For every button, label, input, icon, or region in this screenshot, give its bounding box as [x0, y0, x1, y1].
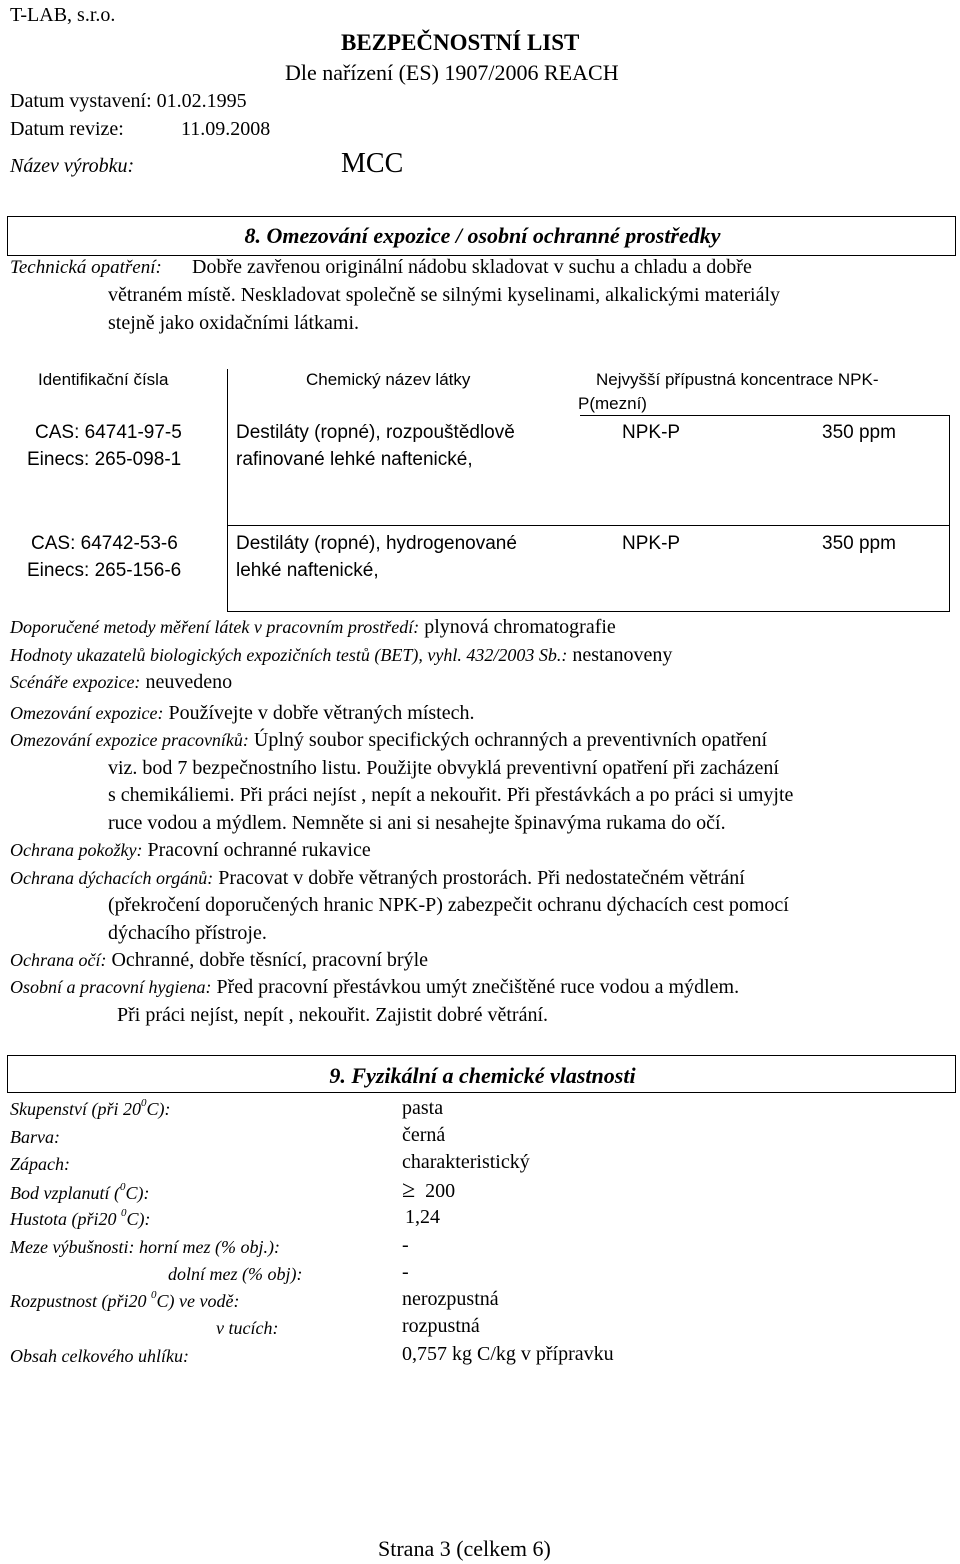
- column-header-ids: Identifikační čísla: [38, 370, 169, 389]
- eye-protection-value: Ochranné, dobře těsnící, pracovní brýle: [111, 949, 429, 971]
- column-header-limit-line-2: P(mezní): [578, 394, 647, 413]
- density-value: 1,24: [405, 1206, 440, 1228]
- exposure-control: [10, 702, 474, 725]
- worker-exposure-line-1: Úplný soubor specifických ochranných a preventivních opatření: [253, 729, 768, 751]
- personal-hygiene-label: Osobní a pracovní hygiena:: [10, 977, 212, 997]
- explosion-lower-label: dolní mez (% obj):: [168, 1264, 303, 1284]
- worker-exposure-control: [10, 729, 767, 752]
- measurement-methods-label: Doporučené metody měření látek v pracovním prostředí:: [10, 617, 420, 637]
- technical-measures-line-2: větraném místě. Neskladovat společně se silnými kyselinami, alkalickými materiály: [108, 284, 781, 306]
- column-header-limit-line-1: Nejvyšší přípustná koncentrace NPK-: [596, 370, 879, 389]
- section-8-title-box: [7, 216, 956, 256]
- revision-label: Datum revize:: [10, 118, 124, 140]
- personal-hygiene-line-2: Při práci nejíst, nepít , nekouřit. Zajistit dobré větrání.: [117, 1004, 549, 1026]
- worker-exposure-label: Omezování expozice pracovníků:: [10, 730, 249, 750]
- exposure-scenarios-value: neuvedeno: [145, 671, 233, 693]
- chemical-name-line-2: lehké naftenické,: [236, 560, 379, 581]
- solubility-fat-value: rozpustná: [402, 1315, 480, 1337]
- flash-point-value: ≥ 200: [402, 1177, 456, 1203]
- product-label: Název výrobku:: [10, 155, 135, 177]
- section-8-title: 8. Omezování expozice / osobní ochranné prostředky: [244, 223, 721, 248]
- cas-number: CAS: 64741-97-5: [35, 422, 182, 443]
- respiratory-protection-line-2: (překročení doporučených hranic NPK-P) zabezpečit ochranu dýchacích cest pomocí: [108, 894, 789, 916]
- explosion-lower-value: -: [402, 1261, 409, 1283]
- worker-exposure-line-3: s chemikáliemi. Při práci nejíst , nepít a nekouřit. Při přestávkách a po práci si umyjte: [108, 784, 794, 806]
- flash-point-label: Bod vzplanutí ($^0$C):: [10, 1181, 150, 1203]
- explosion-upper-value: -: [402, 1234, 409, 1256]
- cas-number: CAS: 64742-53-6: [31, 533, 178, 554]
- personal-hygiene-line-1: Před pracovní přestávkou umýt znečištěné ruce vodou a mýdlem.: [216, 976, 740, 998]
- carbon-content-value: 0,757 kg C/kg v přípravku: [402, 1343, 614, 1365]
- technical-measures-label: Technická opatření:: [10, 257, 162, 278]
- worker-exposure-line-4: ruce vodou a mýdlem. Nemněte si ani si nesahejte špinavýma rukama do očí.: [108, 812, 726, 834]
- respiratory-protection-label: Ochrana dýchacích orgánů:: [10, 868, 214, 888]
- skin-protection-label: Ochrana pokožky:: [10, 840, 143, 860]
- chemical-name-line-2: rafinované lehké naftenické,: [236, 449, 473, 470]
- carbon-content-label: Obsah celkového uhlíku:: [10, 1346, 189, 1366]
- limit-type: NPK-P: [622, 422, 681, 443]
- respiratory-protection-line-3: dýchacího přístroje.: [108, 922, 267, 944]
- solubility-fat-label: v tucích:: [216, 1318, 279, 1338]
- bet-values-value: nestanoveny: [572, 644, 673, 666]
- odor-value: charakteristický: [402, 1151, 530, 1173]
- skin-protection-value: Pracovní ochranné rukavice: [147, 839, 371, 861]
- revision-date: 11.09.2008: [181, 118, 271, 140]
- measurement-methods-value: plynová chromatografie: [424, 616, 616, 638]
- solubility-water-label: Rozpustnost (při20 $^0$C) ve vodě:: [10, 1289, 240, 1311]
- greater-equal-symbol: ≥: [402, 1177, 416, 1203]
- skin-protection: [10, 839, 371, 862]
- column-header-chemical-name: Chemický název látky: [306, 370, 471, 389]
- measurement-methods: [10, 616, 616, 639]
- personal-hygiene: [10, 976, 739, 999]
- color-value: černá: [402, 1124, 446, 1146]
- color-label: Barva:: [10, 1127, 60, 1147]
- chemical-name-line-1: Destiláty (ropné), hydrogenované: [236, 533, 517, 554]
- regulation-reference: Dle nařízení (ES) 1907/2006 REACH: [285, 60, 619, 85]
- section-9-title: 9. Fyzikální a chemické vlastnosti: [329, 1063, 636, 1088]
- page-number: Strana 3 (celkem 6): [378, 1536, 551, 1561]
- document-title: BEZPEČNOSTNÍ LIST: [341, 30, 580, 55]
- state-label: Skupenství (při $20^0C$):: [10, 1097, 171, 1119]
- issue-date: Datum vystavení: 01.02.1995: [10, 90, 247, 112]
- density-label: Hustota (při20 $^0$C):: [10, 1207, 151, 1229]
- product-name: MCC: [341, 148, 404, 179]
- respiratory-protection-line-1: Pracovat v dobře větraných prostorách. Při nedostatečném větrání: [218, 867, 745, 889]
- solubility-water-value: nerozpustná: [402, 1288, 499, 1310]
- limit-value: 350 ppm: [822, 533, 896, 554]
- bet-values-label: Hodnoty ukazatelů biologických expozičních testů (BET), vyhl. 432/2003 Sb.:: [10, 645, 568, 665]
- section-9-title-box: [7, 1055, 956, 1093]
- exposure-scenarios-label: Scénáře expozice:: [10, 672, 141, 692]
- exposure-scenarios: [10, 671, 232, 694]
- bet-values: [10, 644, 672, 667]
- exposure-control-value: Používejte v dobře větraných místech.: [168, 702, 475, 724]
- limit-type: NPK-P: [622, 533, 681, 554]
- eye-protection-label: Ochrana očí:: [10, 950, 107, 970]
- worker-exposure-line-2: viz. bod 7 bezpečnostního listu. Použijte obvyklá preventivní opatření při zacházení: [108, 757, 779, 779]
- respiratory-protection: [10, 867, 745, 890]
- state-value: pasta: [402, 1097, 444, 1119]
- eye-protection: [10, 949, 428, 972]
- exposure-control-label: Omezování expozice:: [10, 703, 164, 723]
- chemical-name-line-1: Destiláty (ropné), rozpouštědlově: [236, 422, 515, 443]
- einecs-number: Einecs: 265-098-1: [27, 449, 182, 470]
- technical-measures-line-3: stejně jako oxidačními látkami.: [108, 312, 360, 334]
- odor-label: Zápach:: [10, 1154, 70, 1174]
- company-name: T-LAB, s.r.o.: [10, 4, 116, 26]
- limit-value: 350 ppm: [822, 422, 896, 443]
- technical-measures-line-1: Dobře zavřenou originální nádobu skladovat v suchu a chladu a dobře: [192, 256, 752, 278]
- einecs-number: Einecs: 265-156-6: [27, 560, 182, 581]
- explosion-upper-label: Meze výbušnosti: horní mez (% obj.):: [10, 1237, 280, 1257]
